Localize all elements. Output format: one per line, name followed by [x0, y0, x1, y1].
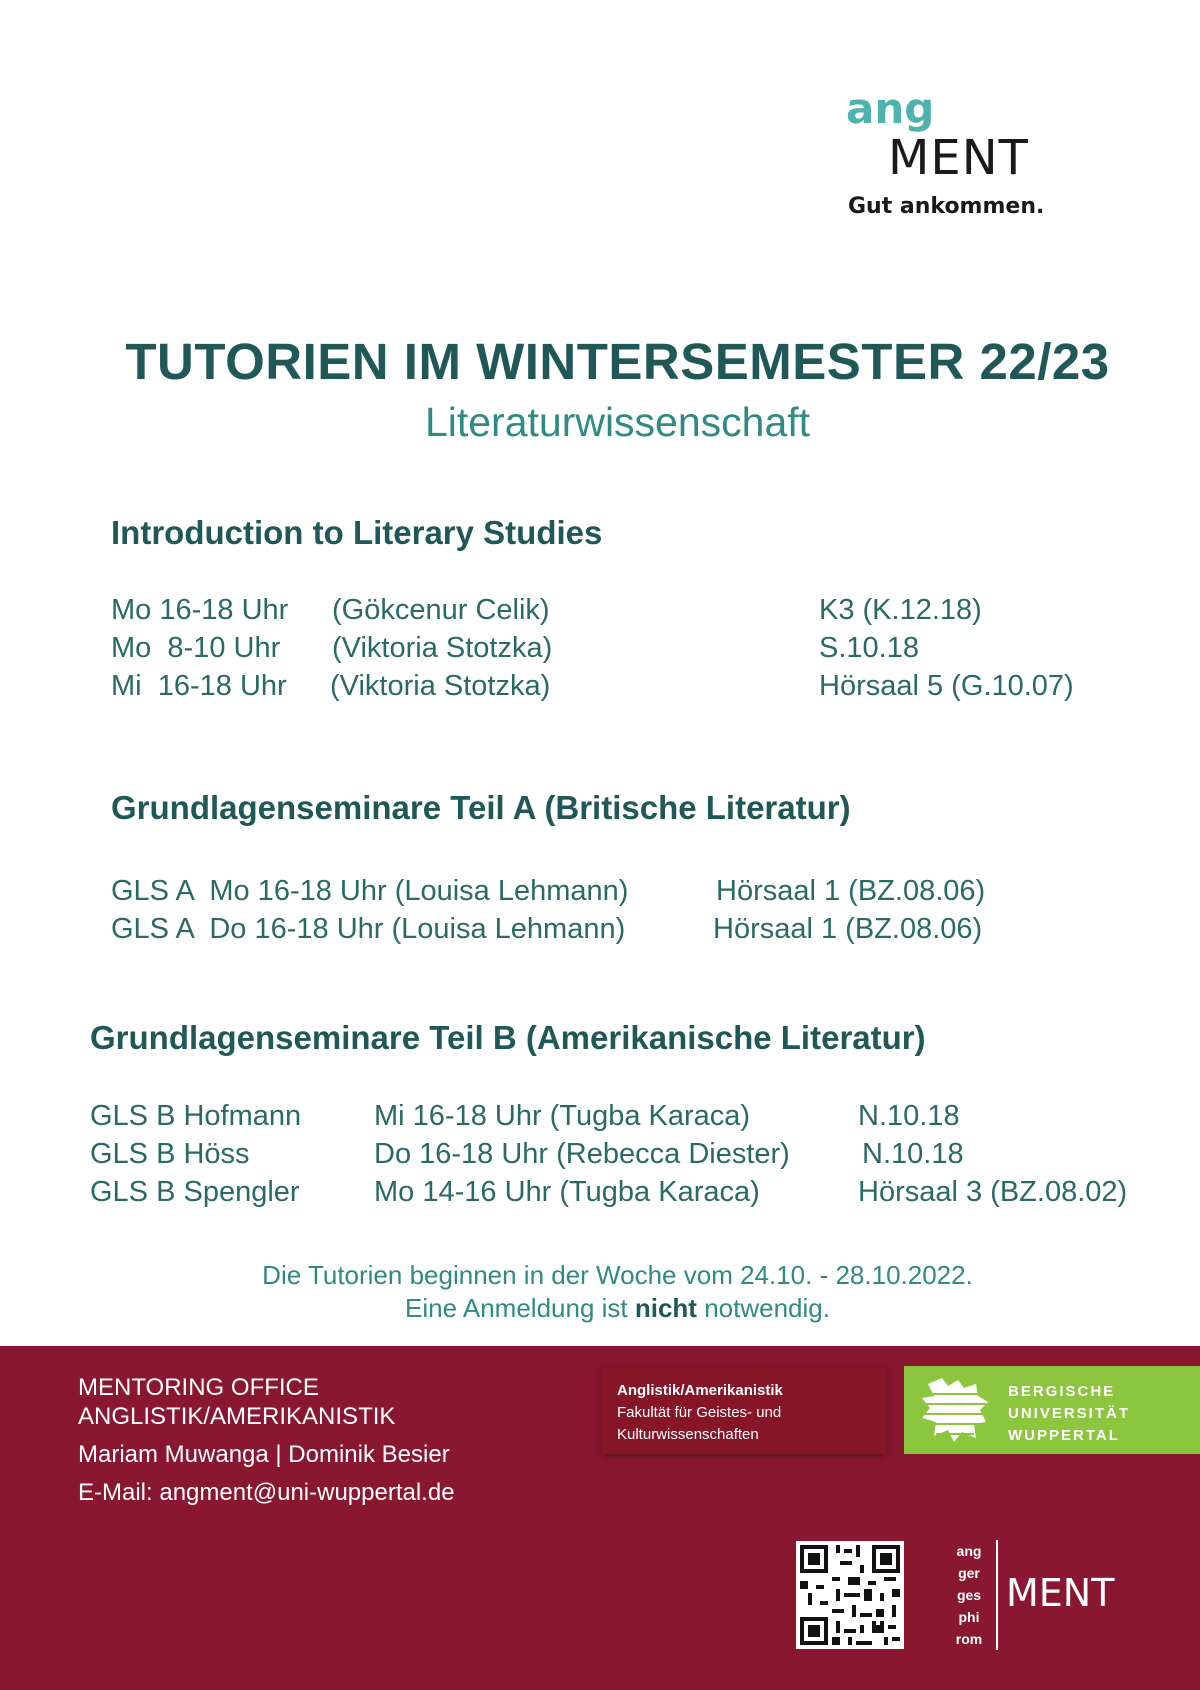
intro-row-1-room: K3 (K.12.18): [819, 594, 982, 626]
gls-b-row-1-course: GLS B Hofmann: [90, 1100, 302, 1132]
office-line-2: ANGLISTIK/AMERIKANISTIK: [78, 1403, 396, 1430]
footer-ment-logo: [950, 1540, 1130, 1650]
logo-ang-text: ang: [846, 84, 935, 133]
gls-b-row-3-course: GLS B Spengler: [90, 1176, 300, 1208]
small-logo-word-5: rom: [955, 1631, 983, 1647]
gls-b-row-2-room: N.10.18: [862, 1138, 964, 1170]
intro-row-3-time: Mi 16-18 Uhr: [111, 670, 287, 702]
notice-line-2-pre: Eine Anmeldung ist: [405, 1293, 635, 1323]
notice-line-1: Die Tutorien beginnen in der Woche vom 24.10. - 28.10.2022.: [262, 1260, 973, 1290]
small-logo-word-3: ges: [956, 1587, 982, 1603]
office-line-1: MENTORING OFFICE: [78, 1374, 319, 1401]
gls-b-row-3-room: Hörsaal 3 (BZ.08.02): [858, 1176, 1128, 1208]
notice-line-2-bold: nicht: [634, 1293, 697, 1323]
gls-a-row-2-room: Hörsaal 1 (BZ.08.06): [713, 913, 983, 945]
university-logo-box: [904, 1366, 1200, 1454]
logo-tagline: Gut ankommen.: [848, 194, 1045, 219]
faculty-line-1: Anglistik/Amerikanistik: [617, 1382, 783, 1399]
faculty-line-3: Kulturwissenschaften: [617, 1426, 759, 1443]
university-line-1: BERGISCHE: [1008, 1383, 1116, 1400]
small-logo-divider: [996, 1540, 998, 1650]
intro-row-2-tutor: (Viktoria Stotzka): [332, 632, 553, 664]
small-logo-word-2: ger: [958, 1565, 980, 1581]
small-logo-word-4: phi: [958, 1609, 980, 1625]
page-subtitle: Literaturwissenschaft: [424, 399, 811, 445]
university-line-2: UNIVERSITÄT: [1008, 1405, 1131, 1422]
section-heading-gls-a: Grundlagenseminare Teil A (Britische Literatur): [111, 789, 851, 826]
gls-a-row-2: GLS A Do 16-18 Uhr (Louisa Lehmann): [111, 913, 626, 945]
faculty-line-2: Fakultät für Geistes- und: [617, 1404, 782, 1421]
notice-line-2: [0, 1295, 1200, 1321]
office-email: E-Mail: angment@uni-wuppertal.de: [78, 1479, 455, 1506]
intro-row-2-room: S.10.18: [819, 632, 919, 664]
faculty-box: [602, 1366, 886, 1454]
intro-row-3-tutor: (Viktoria Stotzka): [330, 670, 551, 702]
intro-row-1-tutor: (Gökcenur Celik): [332, 594, 550, 626]
university-line-3: WUPPERTAL: [1008, 1427, 1120, 1444]
gls-b-row-2-course: GLS B Höss: [90, 1138, 250, 1170]
gls-b-row-2-time: Do 16-18 Uhr (Rebecca Diester): [374, 1138, 790, 1170]
logo-ment-text: MENT: [888, 130, 1029, 186]
intro-row-2-time: Mo 8-10 Uhr: [111, 632, 281, 664]
university-lion-icon: [918, 1374, 992, 1446]
gls-a-row-1-room: Hörsaal 1 (BZ.08.06): [716, 875, 986, 907]
section-heading-gls-b: Grundlagenseminare Teil B (Amerikanische Literatur): [90, 1019, 926, 1056]
gls-b-row-3-time: Mo 14-16 Uhr (Tugba Karaca): [374, 1176, 760, 1208]
gls-b-row-1-time: Mi 16-18 Uhr (Tugba Karaca): [374, 1100, 751, 1132]
gls-a-row-1: GLS A Mo 16-18 Uhr (Louisa Lehmann): [111, 875, 629, 907]
gls-b-row-1-room: N.10.18: [858, 1100, 960, 1132]
page-title: TUTORIEN IM WINTERSEMESTER 22/23: [125, 333, 1110, 390]
small-logo-ment: MENT: [1006, 1571, 1115, 1615]
qr-code[interactable]: [796, 1541, 904, 1649]
intro-row-1-time: Mo 16-18 Uhr: [111, 594, 289, 626]
small-logo-word-1: ang: [956, 1543, 982, 1559]
notice-line-2-post: notwendig.: [696, 1293, 830, 1323]
qr-code-icon: [796, 1541, 904, 1649]
intro-row-3-room: Hörsaal 5 (G.10.07): [819, 670, 1074, 702]
angment-logo: [840, 84, 1080, 228]
office-names: Mariam Muwanga | Dominik Besier: [78, 1441, 450, 1468]
section-heading-intro: Introduction to Literary Studies: [111, 514, 603, 551]
